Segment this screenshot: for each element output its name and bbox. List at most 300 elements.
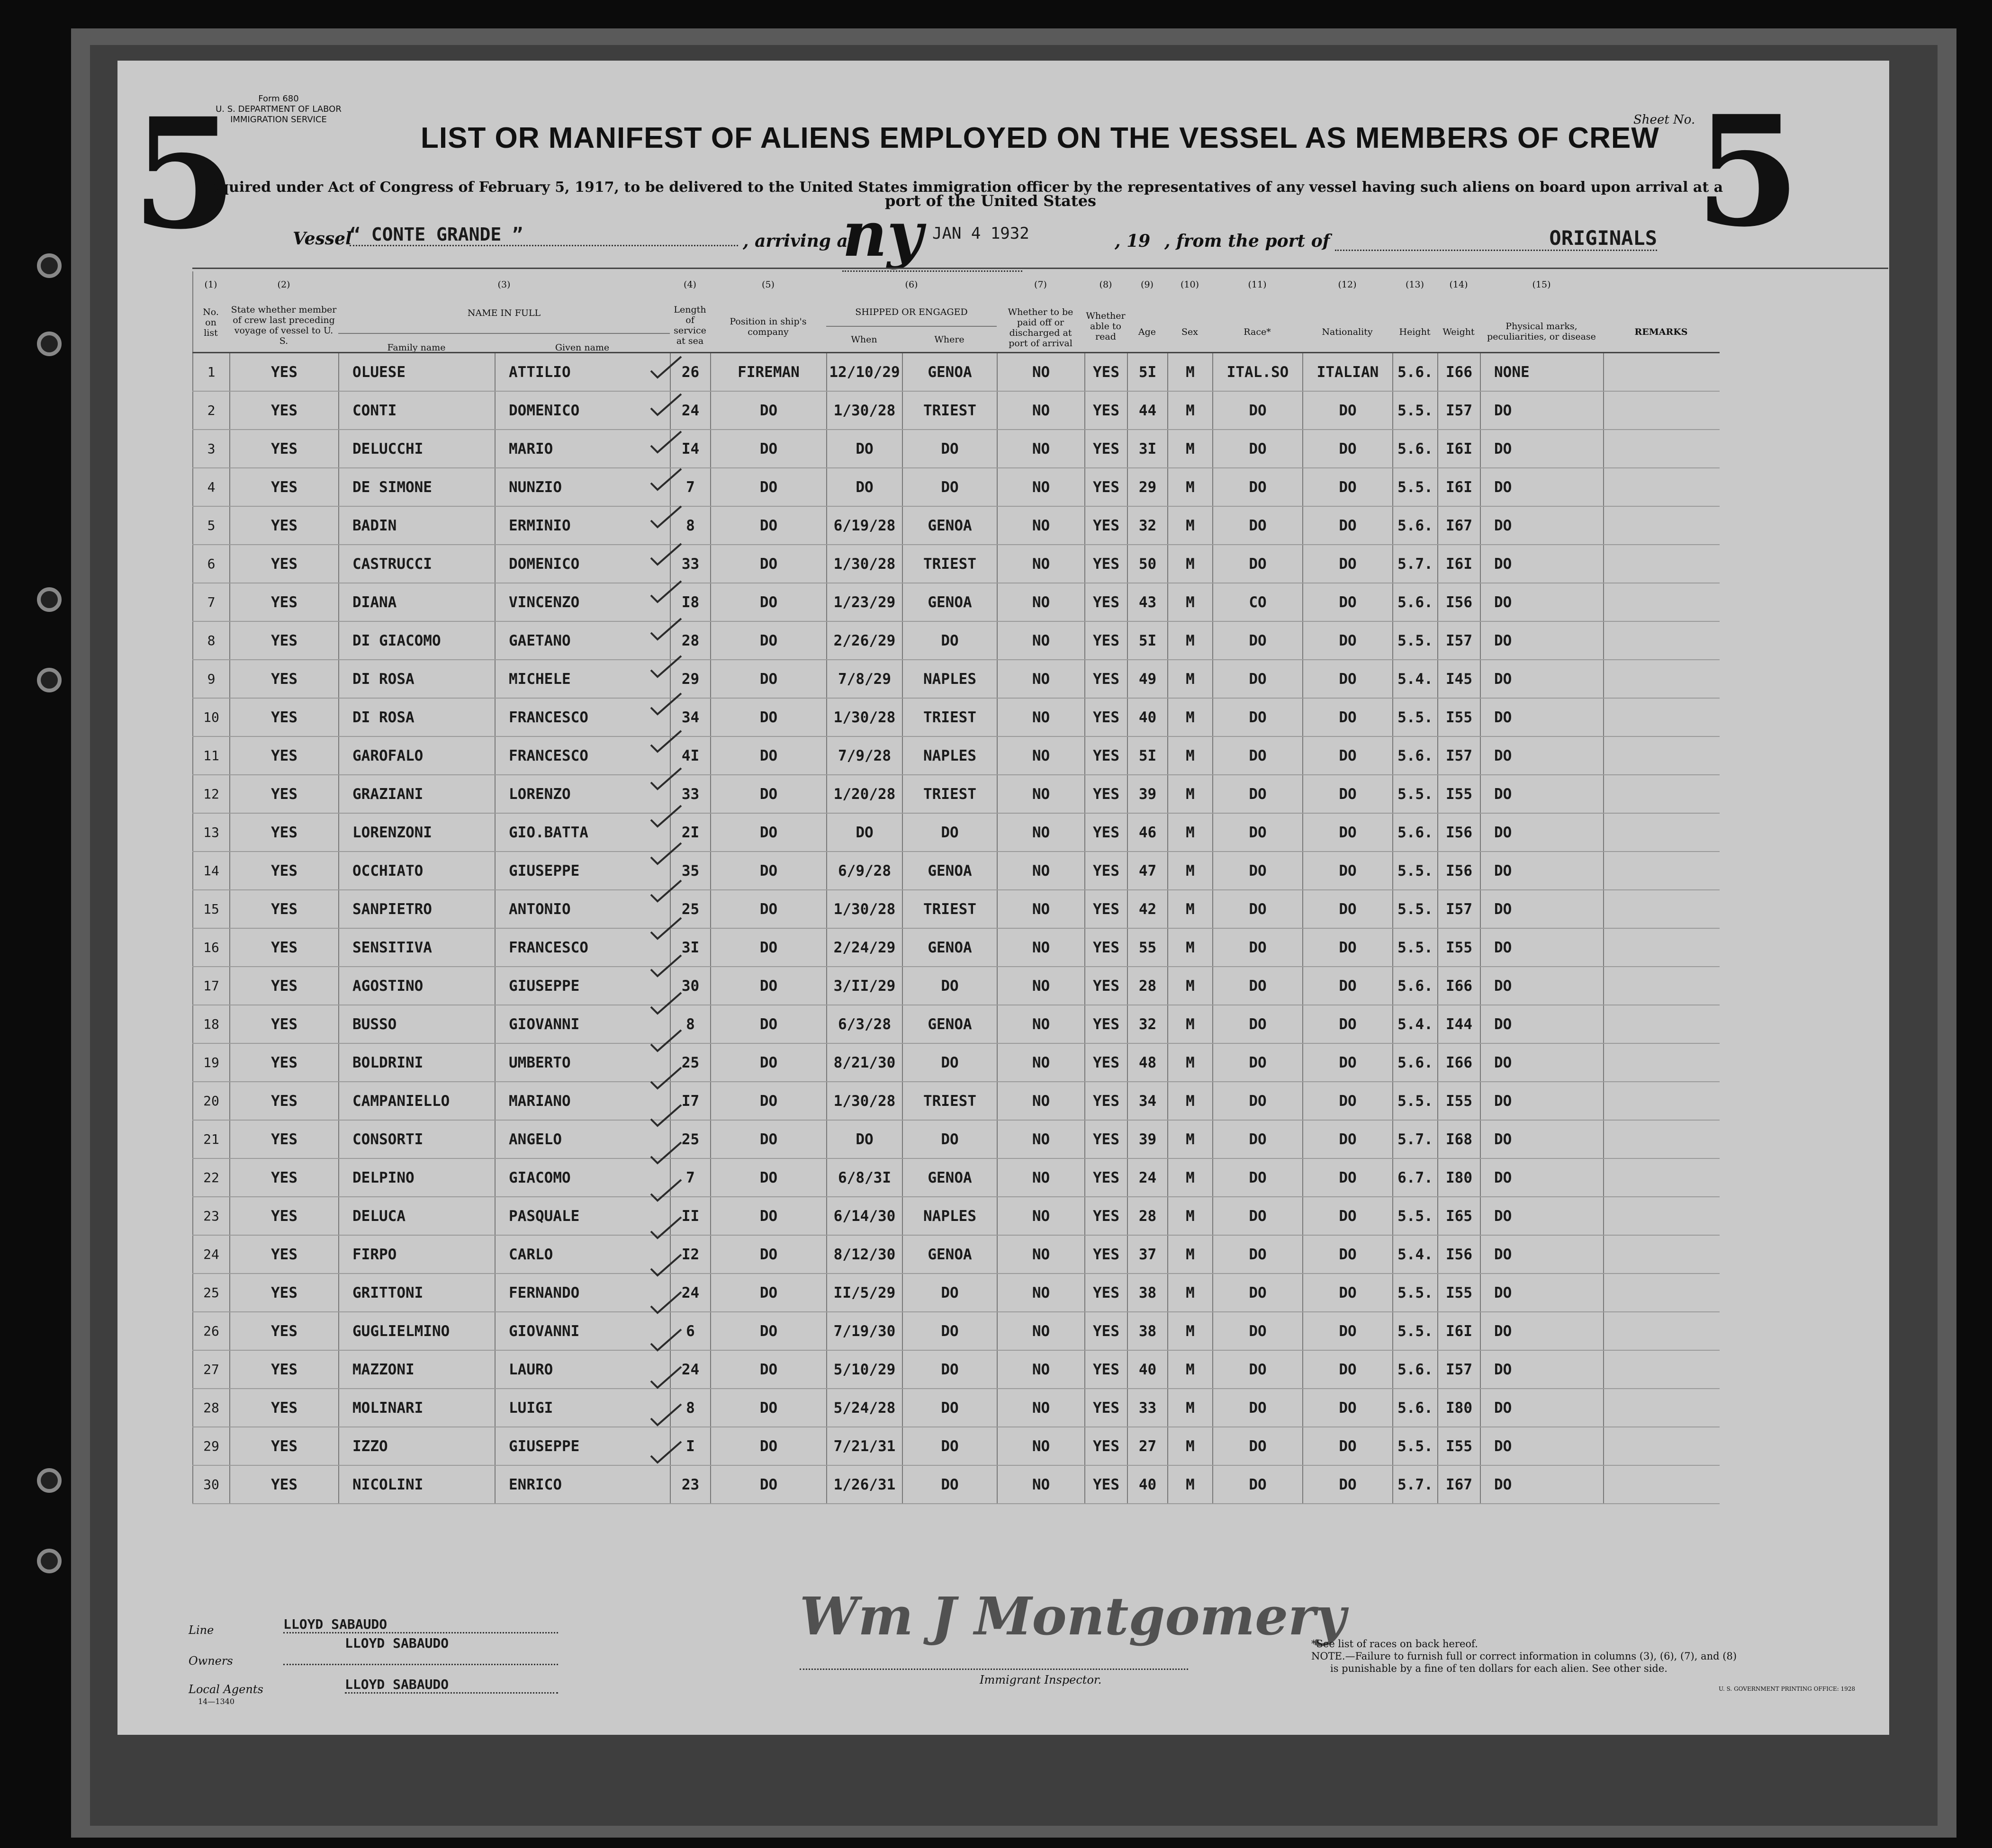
cell-n: 7 <box>193 583 230 621</box>
cell-sex: M <box>1168 583 1213 621</box>
cell-paid: NO <box>997 736 1085 775</box>
cell-family: BUSSO <box>339 1005 495 1043</box>
cell-height: 5.5. <box>1393 1427 1438 1465</box>
cell-position: DO <box>711 890 827 928</box>
cell-n: 24 <box>193 1235 230 1274</box>
column-no-8: (8) <box>1099 279 1112 290</box>
cell-marks: DO <box>1480 890 1604 928</box>
cell-read: YES <box>1085 1043 1127 1082</box>
cell-n: 14 <box>193 852 230 890</box>
check-mark <box>651 1030 681 1051</box>
arrival-date-stamp: JAN 4 1932 <box>932 224 1029 243</box>
cell-race: CO <box>1213 583 1303 621</box>
cell-where: DO <box>902 813 997 852</box>
cell-nat: ITALIAN <box>1303 353 1393 392</box>
cell-service: 8 <box>670 1005 711 1043</box>
cell-race: DO <box>1213 468 1303 506</box>
cell-n: 15 <box>193 890 230 928</box>
cell-nat: DO <box>1303 1312 1393 1350</box>
cell-race: DO <box>1213 1197 1303 1235</box>
cell-service: 7 <box>670 1158 711 1197</box>
cell-where: GENOA <box>902 583 997 621</box>
column-header-weight: Weight <box>1442 327 1475 337</box>
cell-when: 7/19/30 <box>827 1312 902 1350</box>
cell-nat: DO <box>1303 852 1393 890</box>
cell-given: GIOVANNI <box>495 1312 670 1350</box>
cell-height: 5.6. <box>1393 506 1438 545</box>
cell-given: ANTONIO <box>495 890 670 928</box>
column-header-nationality: Nationality <box>1322 327 1373 337</box>
cell-nat: DO <box>1303 890 1393 928</box>
cell-when: 1/26/31 <box>827 1465 902 1504</box>
cell-position: DO <box>711 1005 827 1043</box>
cell-position: DO <box>711 1350 827 1389</box>
cell-where: DO <box>902 1274 997 1312</box>
cell-given: VINCENZO <box>495 583 670 621</box>
cell-age: 39 <box>1127 1120 1168 1158</box>
cell-family: CONTI <box>339 391 495 430</box>
cell-service: 29 <box>670 660 711 698</box>
cell-sex: M <box>1168 1043 1213 1082</box>
cell-sex: M <box>1168 890 1213 928</box>
cell-n: 18 <box>193 1005 230 1043</box>
cell-given: LORENZO <box>495 775 670 813</box>
cell-family: MOLINARI <box>339 1389 495 1427</box>
cell-sex: M <box>1168 736 1213 775</box>
cell-sex: M <box>1168 660 1213 698</box>
cell-height: 5.5. <box>1393 890 1438 928</box>
cell-paid: NO <box>997 506 1085 545</box>
cell-when: 6/19/28 <box>827 506 902 545</box>
cell-weight: I6I <box>1438 1312 1480 1350</box>
cell-where: DO <box>902 1389 997 1427</box>
cell-where: GENOA <box>902 928 997 967</box>
column-header-family-name: Family name <box>387 342 446 353</box>
column-no-15: (15) <box>1532 279 1551 290</box>
cell-age: 55 <box>1127 928 1168 967</box>
check-mark <box>651 1292 681 1313</box>
cell-nat: DO <box>1303 1197 1393 1235</box>
cell-race: DO <box>1213 928 1303 967</box>
cell-sex: M <box>1168 1350 1213 1389</box>
agents-label: Local Agents <box>189 1683 263 1696</box>
cell-height: 5.5. <box>1393 1082 1438 1120</box>
cell-race: DO <box>1213 1465 1303 1504</box>
cell-height: 5.5. <box>1393 852 1438 890</box>
cell-where: DO <box>902 1312 997 1350</box>
cell-where: TRIEST <box>902 391 997 430</box>
cell-nat: DO <box>1303 775 1393 813</box>
cell-read: YES <box>1085 583 1127 621</box>
cell-marks: DO <box>1480 1197 1604 1235</box>
cell-age: 24 <box>1127 1158 1168 1197</box>
cell-service: 33 <box>670 545 711 583</box>
cell-sex: M <box>1168 1197 1213 1235</box>
cell-n: 2 <box>193 391 230 430</box>
cell-n: 30 <box>193 1465 230 1504</box>
cell-given: DOMENICO <box>495 391 670 430</box>
cell-family: SANPIETRO <box>339 890 495 928</box>
cell-prev: YES <box>230 1235 339 1274</box>
line-value-duplicate: LLOYD SABAUDO <box>345 1635 449 1651</box>
cell-given: GIUSEPPE <box>495 852 670 890</box>
cell-prev: YES <box>230 1197 339 1235</box>
cell-position: DO <box>711 1389 827 1427</box>
cell-family: CONSORTI <box>339 1120 495 1158</box>
cell-sex: M <box>1168 506 1213 545</box>
cell-position: DO <box>711 430 827 468</box>
check-mark <box>651 1442 681 1462</box>
cell-when: II/5/29 <box>827 1274 902 1312</box>
cell-marks: DO <box>1480 430 1604 468</box>
cell-prev: YES <box>230 1082 339 1120</box>
cell-age: 28 <box>1127 967 1168 1005</box>
cell-age: 33 <box>1127 1389 1168 1427</box>
cell-weight: I67 <box>1438 506 1480 545</box>
cell-given: GIUSEPPE <box>495 967 670 1005</box>
column-header-paid-off: Whether to be paid off or discharged at port of arrival <box>1008 307 1073 349</box>
cell-marks: DO <box>1480 1235 1604 1274</box>
cell-age: 29 <box>1127 468 1168 506</box>
cell-when: DO <box>827 813 902 852</box>
check-mark <box>651 1367 681 1388</box>
cell-when: 5/24/28 <box>827 1389 902 1427</box>
cell-prev: YES <box>230 1120 339 1158</box>
cell-race: DO <box>1213 660 1303 698</box>
cell-marks: DO <box>1480 545 1604 583</box>
cell-when: 3/II/29 <box>827 967 902 1005</box>
cell-height: 5.4. <box>1393 1235 1438 1274</box>
cell-prev: YES <box>230 660 339 698</box>
cell-prev: YES <box>230 545 339 583</box>
cell-when: 1/30/28 <box>827 391 902 430</box>
cell-position: DO <box>711 1427 827 1465</box>
cell-when: 1/23/29 <box>827 583 902 621</box>
check-mark <box>651 880 681 901</box>
cell-weight: I57 <box>1438 621 1480 660</box>
cell-weight: I56 <box>1438 813 1480 852</box>
cell-age: 43 <box>1127 583 1168 621</box>
cell-weight: I45 <box>1438 660 1480 698</box>
cell-family: DELUCCHI <box>339 430 495 468</box>
cell-sex: M <box>1168 775 1213 813</box>
cell-age: 44 <box>1127 391 1168 430</box>
cell-when: 1/20/28 <box>827 775 902 813</box>
cell-position: DO <box>711 506 827 545</box>
cell-given: FRANCESCO <box>495 928 670 967</box>
cell-when: 1/30/28 <box>827 545 902 583</box>
cell-where: GENOA <box>902 1158 997 1197</box>
cell-race: DO <box>1213 1312 1303 1350</box>
cell-height: 5.6. <box>1393 1043 1438 1082</box>
cell-weight: I57 <box>1438 1350 1480 1389</box>
cell-position: DO <box>711 1120 827 1158</box>
cell-age: 32 <box>1127 506 1168 545</box>
cell-age: 28 <box>1127 1197 1168 1235</box>
cell-prev: YES <box>230 506 339 545</box>
cell-where: DO <box>902 1427 997 1465</box>
cell-nat: DO <box>1303 928 1393 967</box>
cell-age: 34 <box>1127 1082 1168 1120</box>
cell-prev: YES <box>230 698 339 736</box>
cell-family: LORENZONI <box>339 813 495 852</box>
column-header-able-to-read: Whether able to read <box>1086 311 1126 342</box>
cell-read: YES <box>1085 928 1127 967</box>
cell-paid: NO <box>997 928 1085 967</box>
cell-height: 5.4. <box>1393 660 1438 698</box>
cell-marks: DO <box>1480 1043 1604 1082</box>
line-value: LLOYD SABAUDO <box>283 1616 558 1633</box>
cell-n: 19 <box>193 1043 230 1082</box>
cell-prev: YES <box>230 967 339 1005</box>
cell-service: 2I <box>670 813 711 852</box>
cell-sex: M <box>1168 1082 1213 1120</box>
cell-weight: I55 <box>1438 928 1480 967</box>
penalty-note: NOTE.—Failure to furnish full or correct information in columns (3), (6), (7), and (8) <box>1311 1651 1737 1662</box>
cell-sex: M <box>1168 967 1213 1005</box>
cell-n: 12 <box>193 775 230 813</box>
manifest-sheet <box>117 61 1889 1735</box>
cell-when: 1/30/28 <box>827 890 902 928</box>
cell-read: YES <box>1085 353 1127 392</box>
cell-service: 8 <box>670 1389 711 1427</box>
cell-when: 12/10/29 <box>827 353 902 392</box>
cell-marks: DO <box>1480 1082 1604 1120</box>
cell-given: FRANCESCO <box>495 736 670 775</box>
check-mark <box>651 544 681 565</box>
cell-position: DO <box>711 813 827 852</box>
cell-read: YES <box>1085 775 1127 813</box>
cell-read: YES <box>1085 1082 1127 1120</box>
cell-age: 5I <box>1127 353 1168 392</box>
cell-n: 9 <box>193 660 230 698</box>
cell-height: 5.6. <box>1393 1350 1438 1389</box>
check-mark <box>651 768 681 789</box>
inspector-label: Immigrant Inspector. <box>980 1673 1102 1687</box>
cell-nat: DO <box>1303 660 1393 698</box>
cell-marks: DO <box>1480 506 1604 545</box>
cell-age: 37 <box>1127 1235 1168 1274</box>
cell-when: 7/21/31 <box>827 1427 902 1465</box>
cell-when: 1/30/28 <box>827 1082 902 1120</box>
cell-position: DO <box>711 1274 827 1312</box>
sheet-number-right: 5 <box>1695 83 1801 260</box>
cell-service: I7 <box>670 1082 711 1120</box>
cell-paid: NO <box>997 660 1085 698</box>
inspector-signature: Wm J Montgomery <box>800 1586 1346 1647</box>
cell-when: 7/9/28 <box>827 736 902 775</box>
cell-when: 6/14/30 <box>827 1197 902 1235</box>
cell-marks: DO <box>1480 928 1604 967</box>
cell-marks: DO <box>1480 1274 1604 1312</box>
cell-age: 27 <box>1127 1427 1168 1465</box>
cell-marks: DO <box>1480 1465 1604 1504</box>
cell-nat: DO <box>1303 1389 1393 1427</box>
check-mark <box>651 1180 681 1201</box>
cell-prev: YES <box>230 430 339 468</box>
line-label: Line <box>189 1624 214 1637</box>
cell-nat: DO <box>1303 1043 1393 1082</box>
cell-position: DO <box>711 775 827 813</box>
cell-prev: YES <box>230 1005 339 1043</box>
cell-height: 5.5. <box>1393 928 1438 967</box>
cell-race: DO <box>1213 1274 1303 1312</box>
cell-weight: I55 <box>1438 1082 1480 1120</box>
cell-paid: NO <box>997 1158 1085 1197</box>
cell-read: YES <box>1085 545 1127 583</box>
cell-where: GENOA <box>902 1235 997 1274</box>
cell-read: YES <box>1085 1158 1127 1197</box>
check-mark <box>651 693 681 714</box>
cell-position: DO <box>711 928 827 967</box>
cell-n: 28 <box>193 1389 230 1427</box>
check-mark <box>651 1329 681 1350</box>
cell-paid: NO <box>997 1082 1085 1120</box>
column-header-height: Height <box>1399 327 1431 337</box>
from-port: ORIGINALS <box>1335 226 1657 251</box>
cell-read: YES <box>1085 698 1127 736</box>
check-mark <box>651 1255 681 1275</box>
cell-n: 20 <box>193 1082 230 1120</box>
signature-rule <box>800 1669 1188 1670</box>
check-marks-layer <box>117 61 1889 1735</box>
cell-prev: YES <box>230 1427 339 1465</box>
cell-service: 24 <box>670 391 711 430</box>
column-no-6: (6) <box>905 279 918 290</box>
cell-weight: I44 <box>1438 1005 1480 1043</box>
cell-family: BADIN <box>339 506 495 545</box>
cell-position: DO <box>711 852 827 890</box>
cell-race: DO <box>1213 1005 1303 1043</box>
cell-where: TRIEST <box>902 1082 997 1120</box>
cell-n: 17 <box>193 967 230 1005</box>
agents-form-code: 14—1340 <box>198 1697 235 1706</box>
cell-n: 26 <box>193 1312 230 1350</box>
cell-height: 5.5. <box>1393 1312 1438 1350</box>
cell-age: 40 <box>1127 1465 1168 1504</box>
cell-service: 4I <box>670 736 711 775</box>
column-no-1: (1) <box>204 279 217 290</box>
check-mark <box>651 506 681 527</box>
column-header-name-in-full: NAME IN FULL <box>467 308 541 318</box>
cell-family: OCCHIATO <box>339 852 495 890</box>
cell-given: GIACOMO <box>495 1158 670 1197</box>
check-mark <box>651 581 681 602</box>
cell-read: YES <box>1085 1235 1127 1274</box>
cell-sex: M <box>1168 468 1213 506</box>
cell-paid: NO <box>997 698 1085 736</box>
cell-race: DO <box>1213 1043 1303 1082</box>
cell-height: 5.6. <box>1393 736 1438 775</box>
cell-service: 24 <box>670 1350 711 1389</box>
cell-family: FIRPO <box>339 1235 495 1274</box>
cell-read: YES <box>1085 468 1127 506</box>
column-header-given-name: Given name <box>555 342 610 353</box>
cell-prev: YES <box>230 775 339 813</box>
cell-age: 38 <box>1127 1312 1168 1350</box>
cell-family: OLUESE <box>339 353 495 392</box>
cell-height: 5.6. <box>1393 967 1438 1005</box>
cell-weight: I57 <box>1438 890 1480 928</box>
cell-age: 32 <box>1127 1005 1168 1043</box>
binder-hole <box>37 587 62 612</box>
cell-nat: DO <box>1303 1158 1393 1197</box>
cell-paid: NO <box>997 1389 1085 1427</box>
cell-weight: I66 <box>1438 1043 1480 1082</box>
cell-race: DO <box>1213 1350 1303 1389</box>
cell-given: MARIANO <box>495 1082 670 1120</box>
cell-n: 10 <box>193 698 230 736</box>
cell-paid: NO <box>997 1427 1085 1465</box>
check-mark <box>651 431 681 452</box>
cell-nat: DO <box>1303 813 1393 852</box>
cell-marks: DO <box>1480 813 1604 852</box>
check-mark <box>651 1068 681 1088</box>
cell-when: DO <box>827 430 902 468</box>
cell-n: 8 <box>193 621 230 660</box>
cell-n: 29 <box>193 1427 230 1465</box>
cell-age: 38 <box>1127 1274 1168 1312</box>
cell-race: DO <box>1213 1158 1303 1197</box>
cell-paid: NO <box>997 1465 1085 1504</box>
column-header-previous-voyage: State whether member of crew last preceding voyage of vessel to U. S. <box>231 305 337 346</box>
binder-hole <box>37 1549 62 1573</box>
cell-where: DO <box>902 967 997 1005</box>
cell-weight: I80 <box>1438 1158 1480 1197</box>
cell-n: 23 <box>193 1197 230 1235</box>
cell-position: DO <box>711 1235 827 1274</box>
cell-where: TRIEST <box>902 890 997 928</box>
cell-given: MARIO <box>495 430 670 468</box>
cell-height: 5.6. <box>1393 430 1438 468</box>
column-header-service-length: Length of service at sea <box>674 305 706 346</box>
binder-hole <box>37 668 62 692</box>
cell-prev: YES <box>230 583 339 621</box>
cell-n: 3 <box>193 430 230 468</box>
cell-read: YES <box>1085 1005 1127 1043</box>
cell-where: DO <box>902 621 997 660</box>
check-mark <box>651 731 681 752</box>
cell-paid: NO <box>997 1120 1085 1158</box>
column-header-race: Race* <box>1244 327 1271 337</box>
cell-position: DO <box>711 1082 827 1120</box>
cell-prev: YES <box>230 391 339 430</box>
cell-paid: NO <box>997 852 1085 890</box>
cell-weight: I57 <box>1438 736 1480 775</box>
cell-race: DO <box>1213 1235 1303 1274</box>
column-no-4: (4) <box>684 279 696 290</box>
cell-service: 34 <box>670 698 711 736</box>
cell-given: MICHELE <box>495 660 670 698</box>
cell-weight: I66 <box>1438 353 1480 392</box>
cell-height: 5.5. <box>1393 698 1438 736</box>
cell-height: 5.6. <box>1393 1389 1438 1427</box>
cell-sex: M <box>1168 1312 1213 1350</box>
cell-prev: YES <box>230 1465 339 1504</box>
cell-where: GENOA <box>902 852 997 890</box>
cell-weight: I55 <box>1438 775 1480 813</box>
cell-height: 5.6. <box>1393 353 1438 392</box>
cell-nat: DO <box>1303 1427 1393 1465</box>
cell-prev: YES <box>230 736 339 775</box>
cell-given: GAETANO <box>495 621 670 660</box>
cell-position: DO <box>711 391 827 430</box>
cell-paid: NO <box>997 545 1085 583</box>
sheet-label: Sheet No. <box>1633 113 1695 127</box>
cell-marks: DO <box>1480 1120 1604 1158</box>
cell-sex: M <box>1168 391 1213 430</box>
cell-position: DO <box>711 660 827 698</box>
